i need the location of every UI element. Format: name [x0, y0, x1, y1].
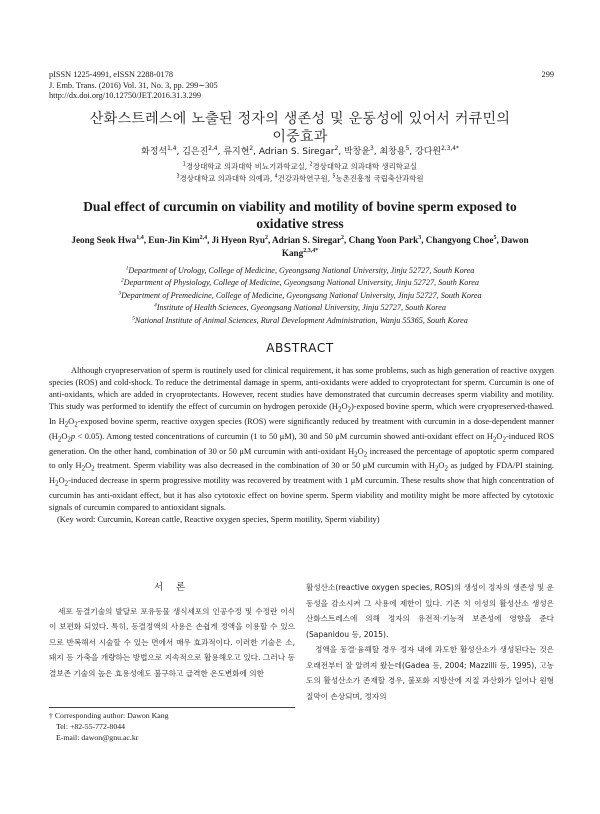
keywords: (Key word: Curcumin, Korean cattle, Reactive oxygen species, Sperm motility, Sperm viability): [57, 515, 380, 525]
intro-paragraph: 정액을 동결·융해할 경우 정자 내에 과도한 활성산소가 생성된다는 것은 오래전부터 잘 알려져 왔는데(Gadea 등, 2004; Mazzilli 등, 1995), 고농도의 활성산소가 존재할 경우, 불포화 지방산에 지질 과산화가 일어나 원형질막이 손상되며, 정자의: [306, 645, 554, 701]
abstract-paragraph: Although cryopreservation of sperm is routinely used for clinical requirement, it has some problems, such as high generation of reactive oxygen species (ROS) and cold-shock. To reduce the detrimental damage in sperm, anti-oxidants were added to cryoprotectant for sperm. Curcumin is one of anti-oxidants, which are added in cryoprotectants. However, recent studies have demonstrated that curcumin decreases sperm viability and motility. This study was performed to identify the effect of curcumin on hydrogen peroxide $(H_2O_2)$-exposed bovine sperm, which were cryopreserved-thawed. In $H_2O_2$-exposed bovine sperm, reactive oxygen species (ROS) were significantly reduced by treatment with curcumin in a dose-dependent manner $(H_2O_2p < 0.05)$. Among tested concentrations of curcumin (1 to 50 μM), 30 and 50 μM curcumin showed anti-oxidant effect on $H_2O_2$-induced ROS generation. On the other hand, combination of 30 or 50 μM curcumin with anti-oxidant $H_2O_2$ increased the percentage of apoptotic sperm compared to only $H_2O_2$ treatment. Sperm viability was also decreased in the combination of 30 or 50 μM curcumin with $H_2O_2$ as judged by FDA/PI staining. $H_2O_2$-induced decrease in sperm progressive motility was recovered by treatment with 1 μM curcumin. These results show that high concentration of curcumin has anti-oxidant effect, but it has also cytotoxic effect on bovine sperm. Sperm viability and motility might be more affected by cytotoxic signals of curcumin compared to antioxidant signals.: [49, 366, 555, 512]
intro-left-column: [49, 580, 295, 681]
intro-right-column: [306, 580, 554, 704]
english-title: Dual effect of curcumin on viability and motility of bovine sperm exposed to oxidative stress: [83, 199, 517, 231]
korean-title-line-2: 이중효과: [272, 129, 328, 145]
journal-header: [49, 70, 554, 102]
telephone: Tel: +82-55-772-8044: [56, 721, 126, 731]
affiliation-1: $^1$Department of Urology, College of Medicine, Gyeongsang National University, Jinju 52727, South Korea: [125, 265, 475, 275]
korean-affiliations: [40, 161, 560, 185]
corresponding-author: † Corresponding author: Dawon Kang: [49, 711, 169, 720]
affiliation-4: $^4$Institute of Health Sciences, Gyeongsang National University, Jinju 52727, South Korea: [154, 302, 446, 313]
affiliation-5: $^5$National Institute of Animal Sciences, Rural Development Administration, Wanju 55365, South Korea: [132, 314, 468, 325]
english-authors: Jeong Seok Hwa$^{1,4}$, Eun-Jin Kim$^{2,4}$, Ji Hyeon Ryu$^2$, Adrian S. Siregar$^2$, Chang Yoon Park$^3$, Changyong Choe$^5$, Dawon Kang$^{2,3,4*}$: [71, 234, 529, 258]
doi-line: http://dx.doi.org/10.12750/JET.2016.31.3.299: [49, 91, 202, 100]
correspondence-footnote: [49, 711, 295, 743]
section-heading-intro: 서 론: [153, 582, 191, 593]
citation-line: J. Emb. Trans. (2016) Vol. 31, No. 3, pp. 299∼305: [49, 80, 218, 90]
page-number: 299: [541, 70, 554, 79]
email: E-mail: dawon@gnu.ac.kr: [56, 732, 139, 742]
abstract-body: [49, 365, 554, 526]
intro-paragraph: 세포 동결기술의 발달로 포유동물 생식세포의 인공수정 및 수정란 이식이 보편화 되었다. 특히, 동결정액의 사용은 손쉽게 정액을 이용할 수 있으므로 반복해서 시술할 수 있는 면에서 매우 효과적이다. 이러한 기술은 소, 돼지 등 가축을 개량하는 방법으로 지속적으로 활용해오고 있다. 그러나 동결보존 기술의 높은 효용성에도 불구하고 급격한 온도변화에 의한: [49, 606, 295, 678]
english-affiliations: [40, 265, 560, 327]
affiliation-2: $^2$Department of Physiology, College of Medicine, Gyeongsang National University, Jinju 52727, South Korea: [120, 277, 480, 288]
korean-authors: 화정석$^{1,4}$, 김은진$^{2,4}$, 류지현$^2$, Adrian S. Siregar$^2$, 박창윤$^3$, 최창용$^5$, 강다원$^{2,3,4*}$: [141, 146, 459, 157]
intro-paragraph-continued: 활성산소(reactive oxygen species, ROS)의 생성이 정자의 생존성 및 운동성을 감소시켜 그 사용에 제한이 있다. 기존 치 이성의 활성산소 생성은 산화스트레스에 의해 정자의 유전적·기능적 보존성에 영향을 준다(Sapanidou 등, 2015).: [306, 583, 554, 639]
affiliation-3: $^3$Department of Premedicine, College of Medicine, Gyeongsang National University, Jinju 52727, South Korea: [118, 290, 482, 300]
abstract-heading: ABSTRACT: [266, 341, 334, 355]
korean-title: [40, 110, 560, 146]
issn-line: pISSN 1225-4991, eISSN 2288-0178: [49, 70, 173, 79]
korean-affiliation-line: $^3$경상대학교 의과대학 의예과, $^4$건강과학연구원, $^5$농촌진흥청 국립축산과학원: [176, 174, 424, 183]
footnote-divider: [49, 707, 295, 708]
korean-affiliation-line: $^1$경상대학교 의과대학 비뇨기과학교실, $^2$경상대학교 의과대학 생리학교실: [182, 162, 418, 171]
korean-title-line-1: 산화스트레스에 노출된 정자의 생존성 및 운동성에 있어서 커큐민의: [89, 111, 511, 127]
